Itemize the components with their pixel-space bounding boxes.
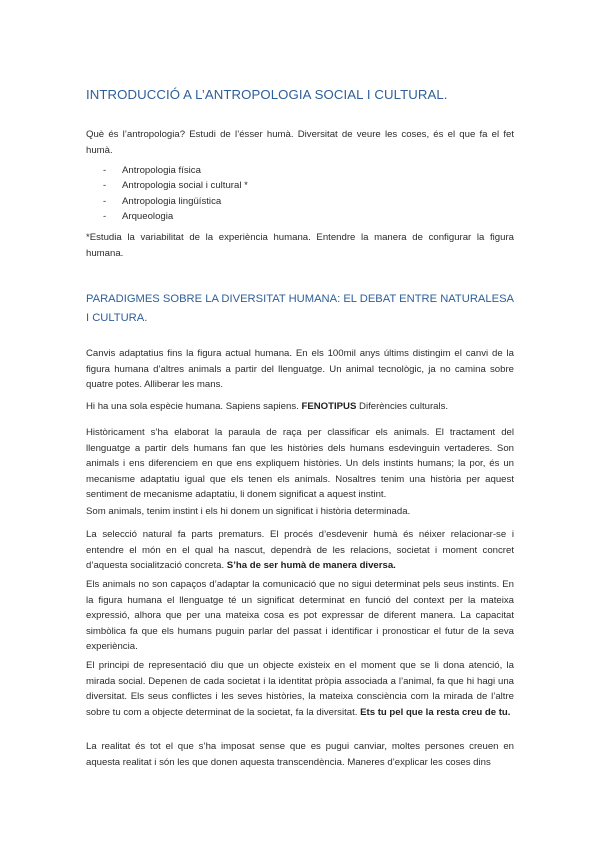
paragraph-2 — [86, 399, 514, 415]
paragraph-2-text-end: Diferències culturals. — [356, 401, 449, 412]
list-item — [86, 194, 514, 209]
list-item — [86, 178, 514, 193]
section-title: PARADIGMES SOBRE LA DIVERSITAT HUMANA: EL DEBAT ENTRE NATURALESA I CULTURA. — [86, 293, 514, 324]
paragraph-4: Som animals, tenim instint i els hi donem un significat i història determinada. — [86, 506, 411, 517]
paragraph-1: Canvis adaptatius fins la figura actual humana. En els 100mil anys últims distingim el canvi de la figura humana d’altres animals a partir del llenguatge. Un animal tecnològic, ja no camina sobre quatre potes. Alliberar les mans. — [86, 348, 514, 391]
paragraph-6: Els animals no son capaços d’adaptar la comunicació que no sigui determinat pels seus instints. En la figura humana el llenguatge té un significat determinat en funció del context per la mateixa expressió, alhora que per una mateixa cosa es pot expressar de diferent manera. La capacitat simbòlica fa que els humans puguin parlar del passat i identificar i pronosticar el futur de la seva experiència. — [86, 579, 514, 653]
footnote-paragraph: *Estudia la variabilitat de la experiència humana. Entendre la manera de configurar la figura humana. — [86, 232, 514, 259]
list-item — [86, 163, 514, 178]
list-item — [86, 209, 514, 224]
list-item-label: Antropologia lingüística — [122, 195, 222, 207]
paragraph-5 — [86, 527, 514, 574]
list-dash: - — [103, 180, 107, 192]
paragraph-7-text: El principi de representació diu que un objecte existeix en el moment que se li dona atenció, la mirada social. Depenen de cada societat i la identitat pròpia associada a l’animal, fa que hi hagi una diversitat. Els seus conflictes i les seves històries, la mateixa consciència com la mirada de l’altre sobre tu com a objecte determinat de la societat, fa la diversitat. — [86, 660, 514, 718]
paragraph-2-text: Hi ha una sola espècie humana. Sapiens sapiens. — [86, 401, 302, 412]
intro-paragraph: Què és l’antropologia? Estudi de l’ésser humà. Diversitat de veure les coses, és el que fa el fet humà. — [86, 129, 514, 156]
anthropology-branches-list — [86, 163, 514, 225]
list-dash: - — [103, 165, 107, 176]
paragraph-5-bold: S’ha de ser humà de manera diversa. — [226, 560, 396, 572]
paragraph-2-bold: FENOTIPUS — [301, 401, 357, 412]
list-item-label: Antropologia física — [122, 165, 201, 176]
paragraph-3: Històricament s’ha elaborat la paraula de raça per classificar els animals. El tractament del llenguatge a partir dels humans fan que les històries dels humans esdevinguin vertaderes. Son animals i ens diferenciem en que ens expliquem històries. Un dels instints humans; la por, és un mecanisme adaptatiu igual que els tenen els animals. Nosaltres tenim una història per aquest sentiment de mecanisme adaptatiu, li donem significat a aquest instint. — [86, 427, 514, 501]
paragraph-5-text: La selecció natural fa parts prematurs. El procés d’esdevenir humà és néixer relacionar-se i entendre el món en el qual ha nascut, dependrà de les relacions, societat i moment concret d’aquesta socialització concreta. — [86, 529, 514, 572]
paragraph-8: La realitat és tot el que s’ha imposat sense que es pugui canviar, moltes persones creuen en aquesta realitat i són les que donen aquesta transcendència. Maneres d’explicar les coses dins — [86, 741, 514, 768]
list-dash: - — [103, 195, 107, 207]
list-dash: - — [103, 211, 107, 223]
list-item-label: Antropologia social i cultural * — [122, 180, 248, 192]
page-title: INTRODUCCIÓ A L’ANTROPOLOGIA SOCIAL I CULTURAL. — [86, 87, 448, 102]
paragraph-7 — [86, 658, 514, 720]
list-item-label: Arqueologia — [122, 211, 174, 223]
paragraph-7-bold: Ets tu pel que la resta creu de tu. — [360, 706, 511, 718]
